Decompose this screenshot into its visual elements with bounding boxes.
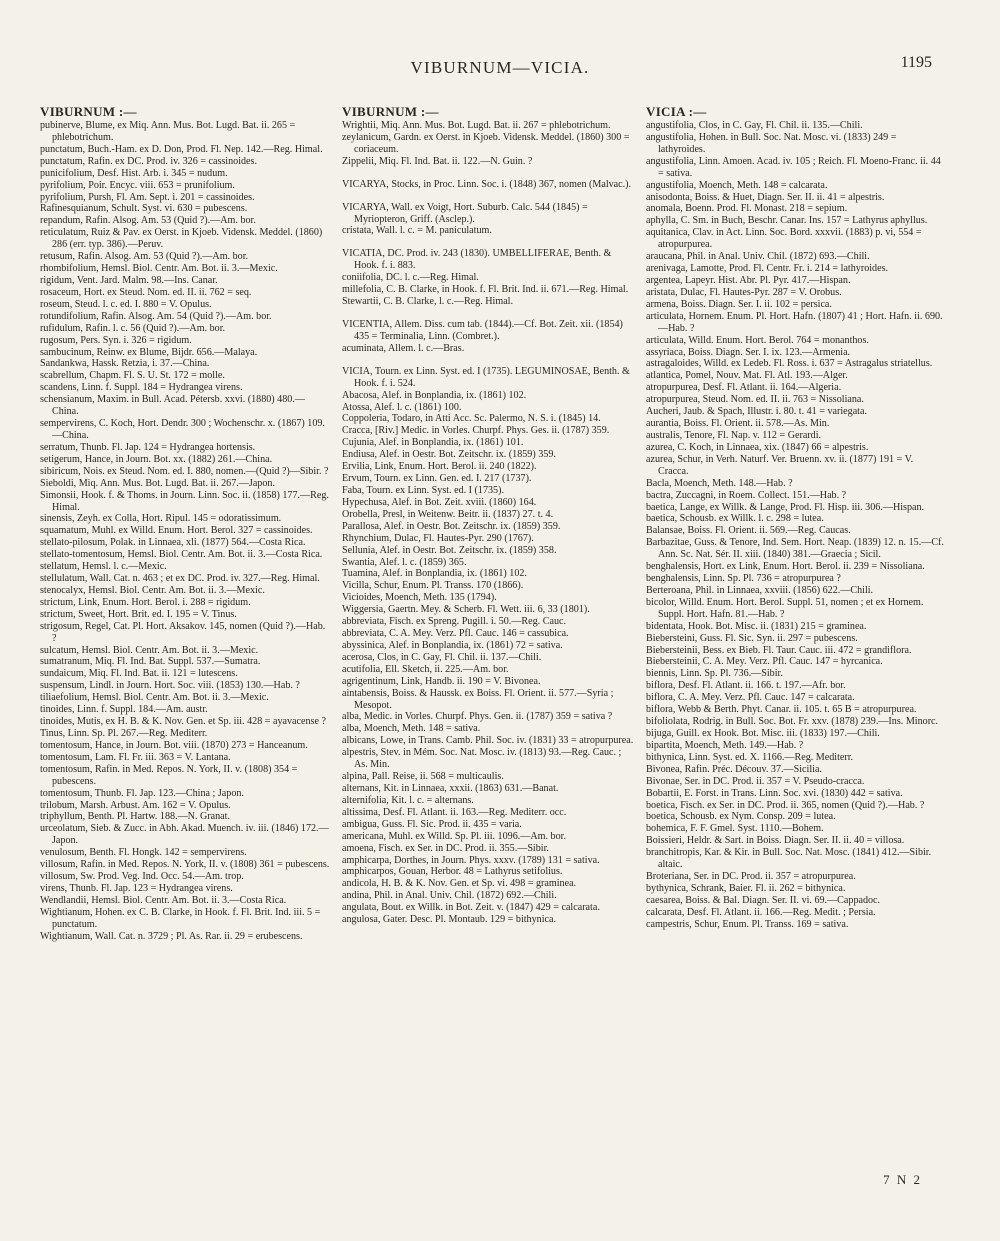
list-item: VICARYA, Stocks, in Proc. Linn. Soc. i. (1848) 367, nomen (Malvac.). bbox=[342, 178, 632, 190]
list-item: alpina, Pall. Reise, ii. 568 = multicaulis. bbox=[342, 771, 504, 783]
list-item: aristata, Dulac, Fl. Hautes-Pyr. 287 = V. Orobus. bbox=[646, 286, 842, 298]
list-item: reticulatum, Ruiz & Pav. ex Oerst. in Kjoeb. Vidensk. Meddel. (1860) 286 (err. typ. 386).—Peruv. bbox=[40, 227, 323, 251]
list-item: pyrifolium, Poir. Encyc. viii. 653 = prunifolium. bbox=[40, 179, 235, 191]
list-item: americana, Muhl. ex Willd. Sp. Pl. iii. 1096.—Am. bor. bbox=[342, 830, 566, 842]
list-item: pubinerve, Blume, ex Miq. Ann. Mus. Bot. Lugd. Bat. ii. 265 = phlebotrichum. bbox=[40, 120, 296, 143]
list-item: repandum, Rafin. Alsog. Am. 53 (Quid ?).—Am. bor. bbox=[40, 215, 256, 227]
list-item: aphylla, C. Sm. in Buch, Beschr. Canar. Ins. 157 = Lathyrus aphyllus. bbox=[646, 215, 928, 227]
list-item: boetica, Fisch. ex Ser. in DC. Prod. ii. 365, nomen (Quid ?).—Hab. ? bbox=[646, 799, 925, 811]
list-item: boetica, Schousb. ex Nym. Consp. 209 = lutea. bbox=[646, 811, 836, 823]
list-item: campestris, Schur, Enum. Pl. Transs. 169 = sativa. bbox=[646, 918, 849, 930]
list-item: andicola, H. B. & K. Nov. Gen. et Sp. vi. 498 = graminea. bbox=[342, 878, 577, 890]
list-item: atropurpurea, Desf. Fl. Atlant. ii. 164.—Algeria. bbox=[646, 382, 842, 394]
list-item: villosum, Rafin. in Med. Repos. N. York, II. v. (1808) 361 = pubescens. bbox=[40, 859, 330, 871]
list-item: tiliaefolium, Hemsl. Biol. Centr. Am. Bot. ii. 3.—Mexic. bbox=[40, 692, 269, 704]
paragraph-gap bbox=[342, 168, 636, 179]
list-item: alba, Medic. in Vorles. Churpf. Phys. Gen. ii. (1787) 359 = sativa ? bbox=[342, 711, 613, 723]
list-item: punctatum, Rafin. ex DC. Prod. iv. 326 = cassinoides. bbox=[40, 155, 257, 167]
list-item: caesarea, Boiss. & Bal. Diagn. Ser. II. vi. 69.—Cappadoc. bbox=[646, 894, 881, 906]
list-item: bifoliolata, Rodrig. in Bull. Soc. Bot. Fr. xxv. (1878) 239.—Ins. Minorc. bbox=[646, 716, 939, 728]
list-item: VICATIA, DC. Prod. iv. 243 (1830). UMBELLIFERAE, Benth. & Hook. f. i. 883. bbox=[342, 248, 612, 272]
list-item: angustifolia, Moench, Meth. 148 = calcarata. bbox=[646, 179, 828, 191]
list-item: tomentosum, Hance, in Journ. Bot. viii. (1870) 273 = Hanceanum. bbox=[40, 739, 308, 751]
list-item: sibiricum, Nois. ex Steud. Nom. ed. I. 880, nomen.—(Quid ?)—Sibir. ? bbox=[40, 465, 329, 477]
list-item: atropurpurea, Steud. Nom. ed. II. ii. 763 = Nissoliana. bbox=[646, 394, 864, 406]
list-item: bohemica, F. F. Gmel. Syst. 1110.—Bohem. bbox=[646, 823, 824, 835]
list-item: branchitropis, Kar. & Kir. in Bull. Soc. Nat. Mosc. (1841) 412.—Sibir. altaic. bbox=[646, 847, 932, 871]
list-item: ambigua, Guss. Fl. Sic. Prod. ii. 435 = varia. bbox=[342, 818, 522, 830]
list-item: sulcatum, Hemsl. Biol. Centr. Am. Bot. ii. 3.—Mexic. bbox=[40, 644, 259, 656]
list-item: anisodonta, Boiss. & Huet, Diagn. Ser. II. ii. 41 = alpestris. bbox=[646, 191, 885, 203]
list-item: angulosa, Gater. Desc. Pl. Montaub. 129 = bithynica. bbox=[342, 914, 556, 926]
list-item: assyriaca, Boiss. Diagn. Ser. I. ix. 123.—Armenia. bbox=[646, 346, 851, 358]
list-item: virens, Thunb. Fl. Jap. 123 = Hydrangea virens. bbox=[40, 883, 233, 894]
list-item: araucana, Phil. in Anal. Univ. Chil. (1872) 693.—Chili. bbox=[646, 251, 870, 263]
list-item: biflora, C. A. Mey. Verz. Pfl. Cauc. 147 = calcarata. bbox=[646, 692, 855, 704]
list-item: albicans, Lowe, in Trans. Camb. Phil. Soc. iv. (1831) 33 = atropurpurea. bbox=[342, 735, 634, 747]
list-item: Tuamina, Alef. in Bonplandia, ix. (1861) 102. bbox=[342, 568, 527, 580]
list-item: bijuga, Guill. ex Hook. Bot. Misc. iii. (1833) 197.—Chili. bbox=[646, 728, 880, 740]
list-item: biflora, Desf. Fl. Atlant. ii. 166. t. 197.—Afr. bor. bbox=[646, 680, 846, 692]
list-item: sambucinum, Reinw. ex Blume, Bijdr. 656.—Malaya. bbox=[40, 346, 258, 358]
list-item: bactra, Zuccagni, in Roem. Collect. 151.—Hab. ? bbox=[646, 489, 847, 501]
list-item: Berteroana, Phil. in Linnaea, xxviii. (1856) 622.—Chili. bbox=[646, 584, 874, 596]
list-item: Bobartii, E. Forst. in Trans. Linn. Soc. xvi. (1830) 442 = sativa. bbox=[646, 787, 903, 799]
list-item: Rhynchium, Dulac, Fl. Hautes-Pyr. 290 (1767). bbox=[342, 532, 534, 544]
list-item: Balansae, Boiss. Fl. Orient. ii. 569.—Reg. Caucas. bbox=[646, 525, 851, 537]
list-item: aquitanica, Clav. in Act. Linn. Soc. Bord. xxxvii. (1883) p. vi, 554 = atropurpurea. bbox=[646, 227, 922, 251]
list-item: Vicioides, Moench, Meth. 135 (1794). bbox=[342, 592, 497, 604]
list-item: scabrellum, Chapm. Fl. S. U. St. 172 = molle. bbox=[40, 370, 225, 382]
list-item: Coppoleria, Todaro, in Atti Acc. Sc. Palermo, N. S. i. (1845) 14. bbox=[342, 413, 601, 425]
page-header bbox=[0, 52, 1000, 82]
list-item: azurea, Schur, in Verh. Naturf. Ver. Bruenn. xv. ii. (1877) 191 = V. Cracca. bbox=[646, 453, 914, 477]
list-item: triphyllum, Benth. Pl. Hartw. 188.—N. Granat. bbox=[40, 811, 230, 823]
list-item: sempervirens, C. Koch, Hort. Dendr. 300 ; Wochenschr. x. (1867) 109.—China. bbox=[40, 418, 325, 441]
list-item: anomala, Boenn. Prod. Fl. Monast. 218 = sepium. bbox=[646, 203, 848, 215]
list-item: astragaloides, Willd. ex Ledeb. Fl. Ross. i. 637 = Astragalus striatellus. bbox=[646, 358, 933, 370]
signature-mark: 7 N 2 bbox=[883, 1172, 922, 1187]
list-item: stellato-pilosum, Polak. in Linnaea, xli. (1877) 564.—Costa Rica. bbox=[40, 537, 306, 549]
list-item: serratum, Thunb. Fl. Jap. 124 = Hydrangea hortensis. bbox=[40, 441, 256, 453]
list-item: Ervilia, Link, Enum. Hort. Berol. ii. 240 (1822). bbox=[342, 461, 537, 473]
list-item: biennis, Linn. Sp. Pl. 736.—Sibir. bbox=[646, 668, 783, 680]
list-item: Boissieri, Heldr. & Sart. in Boiss. Diagn. Ser. II. ii. 40 = villosa. bbox=[646, 835, 905, 847]
list-item: rhombifolium, Hemsl. Biol. Centr. Am. Bot. ii. 3.—Mexic. bbox=[40, 263, 278, 275]
list-item: biflora, Webb & Berth. Phyt. Canar. ii. 105. t. 65 B = atropurpurea. bbox=[646, 704, 917, 716]
list-item: squamatum, Muhl. ex Willd. Enum. Hort. Berol. 327 = cassinoides. bbox=[40, 525, 313, 537]
list-item: articulata, Willd. Enum. Hort. Berol. 764 = monanthos. bbox=[646, 334, 869, 346]
list-item: setigerum, Hance, in Journ. Bot. xx. (1882) 261.—China. bbox=[40, 453, 273, 465]
list-item: benghalensis, Hort. ex Link, Enum. Hort. Berol. ii. 239 = Nissoliana. bbox=[646, 561, 925, 573]
list-item: alternans, Kit. in Linnaea, xxxii. (1863) 631.—Banat. bbox=[342, 783, 559, 795]
list-item: baetica, Schousb. ex Willk. l. c. 298 = lutea. bbox=[646, 513, 824, 525]
list-item: strictum, Link, Enum. Hort. Berol. i. 288 = rigidum. bbox=[40, 596, 251, 608]
list-item: amphicarpa, Dorthes, in Journ. Phys. xxxv. (1789) 131 = sativa. bbox=[342, 854, 600, 866]
list-item: rotundifolium, Rafin. Alsog. Am. 54 (Quid ?).—Am. bor. bbox=[40, 310, 272, 322]
list-item: amoena, Fisch. ex Ser. in DC. Prod. ii. 355.—Sibir. bbox=[342, 842, 549, 854]
list-item: Ervum, Tourn. ex Linn. Gen. ed. I. 217 (1737). bbox=[342, 473, 532, 485]
list-item: aurantia, Boiss. Fl. Orient. ii. 578.—As. Min. bbox=[646, 418, 830, 430]
page-number: 1195 bbox=[900, 54, 932, 71]
list-item: Cujunia, Alef. in Bonplandia, ix. (1861) 101. bbox=[342, 437, 524, 449]
list-item: Vicilla, Schur, Enum. Pl. Transs. 170 (1866). bbox=[342, 580, 524, 592]
list-item: abbreviata, Fisch. ex Spreng. Pugill. i. 50.—Reg. Cauc. bbox=[342, 616, 566, 628]
list-item: alba, Moench, Meth. 148 = sativa. bbox=[342, 723, 481, 735]
list-item: punctatum, Buch.-Ham. ex D. Don, Prod. Fl. Nep. 142.—Reg. Himal. bbox=[40, 143, 323, 155]
list-item: aintabensis, Boiss. & Haussk. ex Boiss. Fl. Orient. ii. 577.—Syria ; Mesopot. bbox=[342, 687, 614, 711]
list-item: Aucheri, Jaub. & Spach, Illustr. i. 80. t. 41 = variegata. bbox=[646, 406, 867, 418]
column-heading: VIBURNUM :— bbox=[40, 104, 137, 119]
list-item: rosaceum, Hort. ex Steud. Nom. ed. II. ii. 762 = seq. bbox=[40, 286, 252, 298]
paragraph-gap bbox=[342, 355, 636, 366]
list-item: Swantia, Alef. l. c. (1859) 365. bbox=[342, 556, 467, 568]
list-item: Abacosa, Alef. in Bonplandia, ix. (1861) 102. bbox=[342, 389, 527, 401]
list-item: acutifolia, Ell. Sketch, ii. 225.—Am. bor. bbox=[342, 663, 509, 675]
list-item: strictum, Sweet, Hort. Brit. ed. I. 195 = V. Tinus. bbox=[40, 608, 237, 620]
list-item: Broteriana, Ser. in DC. Prod. ii. 357 = atropurpurea. bbox=[646, 871, 856, 883]
list-item: urceolatum, Sieb. & Zucc. in Abh. Akad. Muench. iv. iii. (1846) 172.—Japon. bbox=[40, 823, 329, 847]
list-item: Sieboldi, Miq. Ann. Mus. Bot. Lugd. Bat. ii. 267.—Japon. bbox=[40, 477, 275, 489]
list-item: Biebersteini, Guss. Fl. Sic. Syn. ii. 297 = pubescens. bbox=[646, 632, 858, 644]
list-item: bipartita, Moench, Meth. 149.—Hab. ? bbox=[646, 739, 804, 751]
list-item: Sandankwa, Hassk. Retzia, i. 37.—China. bbox=[40, 358, 210, 370]
list-item: abyssinica, Alef. in Bonplandia, ix. (1861) 72 = sativa. bbox=[342, 639, 563, 651]
list-item: Wightianum, Wall. Cat. n. 3729 ; Pl. As. Rar. ii. 29 = erubescens. bbox=[40, 930, 303, 942]
column-2 bbox=[342, 104, 636, 1204]
running-title: VIBURNUM—VICIA. bbox=[410, 58, 590, 77]
list-item: rugosum, Pers. Syn. i. 326 = rigidum. bbox=[40, 334, 192, 346]
list-item: alternifolia, Kit. l. c. = alternans. bbox=[342, 794, 474, 806]
list-item: Orobella, Presl, in Weitenw. Beitr. ii. (1837) 27. t. 4. bbox=[342, 508, 554, 520]
list-item: Cracca, [Riv.] Medic. in Vorles. Churpf. Phys. Ges. ii. (1787) 359. bbox=[342, 425, 610, 437]
list-item: VICARYA, Wall. ex Voigt, Hort. Suburb. Calc. 544 (1845) = Myriopteron, Griff. (Asclep.). bbox=[342, 201, 588, 225]
list-item: Faba, Tourn. ex Linn. Syst. ed. I (1735). bbox=[342, 484, 504, 496]
list-item: pyrifolium, Pursh, Fl. Am. Sept. i. 201 = cassinoides. bbox=[40, 191, 255, 203]
list-item: Hypechusa, Alef. in Bot. Zeit. xviii. (1860) 164. bbox=[342, 496, 537, 508]
list-item: sundaicum, Miq. Fl. Ind. Bat. ii. 121 = lutescens. bbox=[40, 668, 238, 680]
list-item: australis, Tenore, Fl. Nap. v. 112 = Gerardi. bbox=[646, 429, 822, 441]
list-item: abbreviata, C. A. Mey. Verz. Pfl. Cauc. 146 = cassubica. bbox=[342, 628, 569, 640]
paragraph-gap bbox=[342, 308, 636, 319]
list-item: coniifolia, DC. l. c.—Reg. Himal. bbox=[342, 272, 479, 284]
list-item: angulata, Bout. ex Willk. in Bot. Zeit. v. (1847) 429 = calcarata. bbox=[342, 902, 600, 914]
column-heading: VICIA :— bbox=[646, 104, 707, 119]
list-item: alpestris, Stev. in Mém. Soc. Nat. Mosc. iv. (1813) 93.—Reg. Cauc. ; As. Min. bbox=[342, 747, 622, 771]
list-item: Bivonae, Ser. in DC. Prod. ii. 357 = V. Pseudo-cracca. bbox=[646, 775, 865, 787]
list-item: suspensum, Lindl. in Journ. Hort. Soc. viii. (1853) 130.—Hab. ? bbox=[40, 680, 300, 692]
list-item: Wiggersia, Gaertn. Mey. & Scherb. Fl. Wett. iii. 6, 33 (1801). bbox=[342, 604, 590, 616]
list-item: angustifolia, Clos, in C. Gay, Fl. Chil. ii. 135.—Chili. bbox=[646, 120, 863, 131]
list-item: sinensis, Zeyh. ex Colla, Hort. Ripul. 145 = odoratissimum. bbox=[40, 513, 282, 525]
column-3 bbox=[646, 104, 946, 1204]
list-item: millefolia, C. B. Clarke, in Hook. f. Fl. Brit. Ind. ii. 671.—Reg. Himal. bbox=[342, 284, 629, 296]
list-item: bidentata, Hook. Bot. Misc. ii. (1831) 215 = graminea. bbox=[646, 620, 867, 632]
list-item: stenocalyx, Hemsl. Biol. Centr. Am. Bot. ii. 3.—Mexic. bbox=[40, 584, 265, 596]
list-item: angustifolia, Linn. Amoen. Acad. iv. 105 ; Reich. Fl. Moeno-Franc. ii. 44 = sativa. bbox=[646, 155, 941, 179]
list-item: Wendlandii, Hemsl. Biol. Centr. Am. Bot. ii. 3.—Costa Rica. bbox=[40, 894, 287, 906]
list-item: Biebersteinii, Bess. ex Bieb. Fl. Taur. Cauc. iii. 472 = grandiflora. bbox=[646, 644, 912, 656]
list-item: trilobum, Marsh. Arbust. Am. 162 = V. Opulus. bbox=[40, 799, 231, 811]
list-item: sumatranum, Miq. Fl. Ind. Bat. Suppl. 537.—Sumatra. bbox=[40, 656, 261, 668]
list-item: strigosum, Regel, Cat. Pl. Hort. Aksakov. 145, nomen (Quid ?).—Hab. ? bbox=[40, 620, 326, 644]
list-item: angustifolia, Hohen. in Bull. Soc. Nat. Mosc. vi. (1833) 249 = lathyroides. bbox=[646, 131, 897, 155]
list-item: Endiusa, Alef. in Oestr. Bot. Zeitschr. ix. (1859) 359. bbox=[342, 449, 556, 461]
list-item: Wrightii, Miq. Ann. Mus. Bot. Lugd. Bat. ii. 267 = phlebotrichum. bbox=[342, 120, 611, 131]
list-item: Wightianum, Hohen. ex C. B. Clarke, in Hook. f. Fl. Brit. Ind. iii. 5 = punctatum. bbox=[40, 906, 321, 930]
list-item: azurea, C. Koch, in Linnaea, xix. (1847) 66 = alpestris. bbox=[646, 441, 869, 453]
list-item: calcarata, Desf. Fl. Atlant. ii. 166.—Reg. Medit. ; Persia. bbox=[646, 906, 876, 918]
list-item: Simonsii, Hook. f. & Thoms. in Journ. Linn. Soc. ii. (1858) 177.—Reg. Himal. bbox=[40, 489, 329, 513]
list-item: tomentosum, Rafin. in Med. Repos. N. York, II. v. (1808) 354 = pubescens. bbox=[40, 763, 298, 787]
paragraph-gap bbox=[342, 237, 636, 248]
entry-list bbox=[40, 120, 330, 943]
list-item: punicifolium, Desf. Hist. Arb. i. 345 = nudum. bbox=[40, 167, 228, 179]
list-item: amphicarpos, Gouan, Herbor. 48 = Lathyrus setifolius. bbox=[342, 866, 563, 878]
paragraph-gap bbox=[342, 191, 636, 202]
list-item: retusum, Rafin. Alsog. Am. 53 (Quid ?).—Am. bor. bbox=[40, 251, 249, 263]
column-heading: VIBURNUM :— bbox=[342, 104, 439, 119]
list-item: Stewartii, C. B. Clarke, l. c.—Reg. Himal. bbox=[342, 296, 514, 308]
entry-list bbox=[646, 120, 946, 931]
list-item: zeylanicum, Gardn. ex Oerst. in Kjoeb. Vidensk. Meddel. (1860) 300 = coriaceum. bbox=[342, 131, 630, 155]
list-item: stellatum, Hemsl. l. c.—Mexic. bbox=[40, 561, 167, 573]
list-item: rigidum, Vent. Jard. Malm. 98.—Ins. Canar. bbox=[40, 274, 218, 286]
list-item: tinoides, Linn. f. Suppl. 184.—Am. austr. bbox=[40, 704, 208, 716]
list-item: Atossa, Alef. l. c. (1861) 100. bbox=[342, 401, 462, 413]
list-item: cristata, Wall. l. c. = M. paniculatum. bbox=[342, 225, 492, 237]
list-item: venulosum, Benth. Fl. Hongk. 142 = sempervirens. bbox=[40, 847, 247, 859]
column-1 bbox=[40, 104, 330, 1204]
list-item: Rafinesquianum, Schult. Syst. vi. 630 = pubescens. bbox=[40, 203, 248, 215]
list-item: benghalensis, Linn. Sp. Pl. 736 = atropurpurea ? bbox=[646, 573, 841, 585]
list-item: tomentosum, Thunb. Fl. Jap. 123.—China ; Japon. bbox=[40, 787, 244, 799]
list-item: andina, Phil. in Anal. Univ. Chil. (1872) 692.—Chili. bbox=[342, 890, 557, 902]
list-item: argentea, Lapeyr. Hist. Abr. Pl. Pyr. 417.—Hispan. bbox=[646, 274, 851, 286]
list-item: Barbazitae, Guss. & Tenore, Ind. Sem. Hort. Neap. (1839) 12. n. 15.—Cf. Ann. Sc. Nat. Sér. II. xiii. (1840) 381.—Graecia ; Sicil. bbox=[646, 537, 944, 561]
list-item: atlantica, Pomel, Nouv. Mat. Fl. Atl. 193.—Alger. bbox=[646, 370, 848, 382]
list-item: Sellunia, Alef. in Oestr. Bot. Zeitschr. ix. (1859) 358. bbox=[342, 544, 557, 556]
list-item: acerosa, Clos, in C. Gay, Fl. Chil. ii. 137.—Chili. bbox=[342, 651, 542, 663]
list-item: rufidulum, Rafin. l. c. 56 (Quid ?).—Am. bor. bbox=[40, 322, 226, 334]
list-item: agrigentinum, Link, Handb. ii. 190 = V. Bivonea. bbox=[342, 675, 541, 687]
list-item: Parallosa, Alef. in Oestr. Bot. Zeitschr. ix. (1859) 359. bbox=[342, 520, 561, 532]
list-item: bithynica, Linn. Syst. ed. X. 1166.—Reg. Mediterr. bbox=[646, 751, 854, 763]
list-item: schensianum, Maxim. in Bull. Acad. Pétersb. xxvi. (1880) 480.—China. bbox=[40, 394, 305, 418]
list-item: acuminata, Allem. l. c.—Bras. bbox=[342, 342, 465, 354]
list-item: tomentosum, Lam. Fl. Fr. iii. 363 = V. Lantana. bbox=[40, 751, 231, 763]
list-item: arenivaga, Lamotte, Prod. Fl. Centr. Fr. i. 214 = lathyroides. bbox=[646, 263, 889, 275]
list-item: Zippelii, Miq. Fl. Ind. Bat. ii. 122.—N. Guin. ? bbox=[342, 155, 533, 167]
list-item: VICIA, Tourn. ex Linn. Syst. ed. I (1735). LEGUMINOSAE, Benth. & Hook. f. i. 524. bbox=[342, 365, 630, 389]
list-item: bicolor, Willd. Enum. Hort. Berol. Suppl. 51, nomen ; et ex Hornem. Suppl. Hort. Hafn. 81.—Hab. ? bbox=[646, 596, 924, 620]
list-item: Tinus, Linn. Sp. Pl. 267.—Reg. Mediterr. bbox=[40, 728, 208, 740]
list-item: Biebersteinii, C. A. Mey. Verz. Pfl. Cauc. 147 = hyrcanica. bbox=[646, 656, 883, 668]
list-item: articulata, Hornem. Enum. Pl. Hort. Hafn. (1807) 41 ; Hort. Hafn. ii. 690.—Hab. ? bbox=[646, 310, 943, 334]
list-item: armena, Boiss. Diagn. Ser. I. ii. 102 = persica. bbox=[646, 298, 832, 310]
list-item: stellulatum, Wall. Cat. n. 463 ; et ex DC. Prod. iv. 327.—Reg. Himal. bbox=[40, 573, 320, 585]
list-item: Bivonea, Rafin. Préc. Découv. 37.—Sicilia. bbox=[646, 763, 822, 775]
list-item: bythynica, Schrank, Baier. Fl. ii. 262 = bithynica. bbox=[646, 883, 846, 894]
list-item: scandens, Linn. f. Suppl. 184 = Hydrangea virens. bbox=[40, 382, 243, 394]
list-item: baetica, Lange, ex Willk. & Lange, Prod. Fl. Hisp. iii. 306.—Hispan. bbox=[646, 501, 925, 513]
list-item: villosum, Sw. Prod. Veg. Ind. Occ. 54.—Am. trop. bbox=[40, 871, 244, 883]
list-item: altissima, Desf. Fl. Atlant. ii. 163.—Reg. Mediterr. occ. bbox=[342, 806, 567, 818]
list-item: VICENTIA, Allem. Diss. cum tab. (1844).—Cf. Bot. Zeit. xii. (1854) 435 = Terminalia, Linn. (Combret.). bbox=[342, 318, 623, 342]
list-item: tinoides, Mutis, ex H. B. & K. Nov. Gen. et Sp. iii. 428 = ayavacense ? bbox=[40, 716, 326, 728]
list-item: stellato-tomentosum, Hemsl. Biol. Centr. Am. Bot. ii. 3.—Costa Rica. bbox=[40, 549, 323, 561]
entry-list bbox=[342, 120, 636, 926]
list-item: roseum, Steud. l. c. ed. I. 880 = V. Opulus. bbox=[40, 298, 212, 310]
list-item: Bacla, Moench, Meth. 148.—Hab. ? bbox=[646, 477, 793, 489]
